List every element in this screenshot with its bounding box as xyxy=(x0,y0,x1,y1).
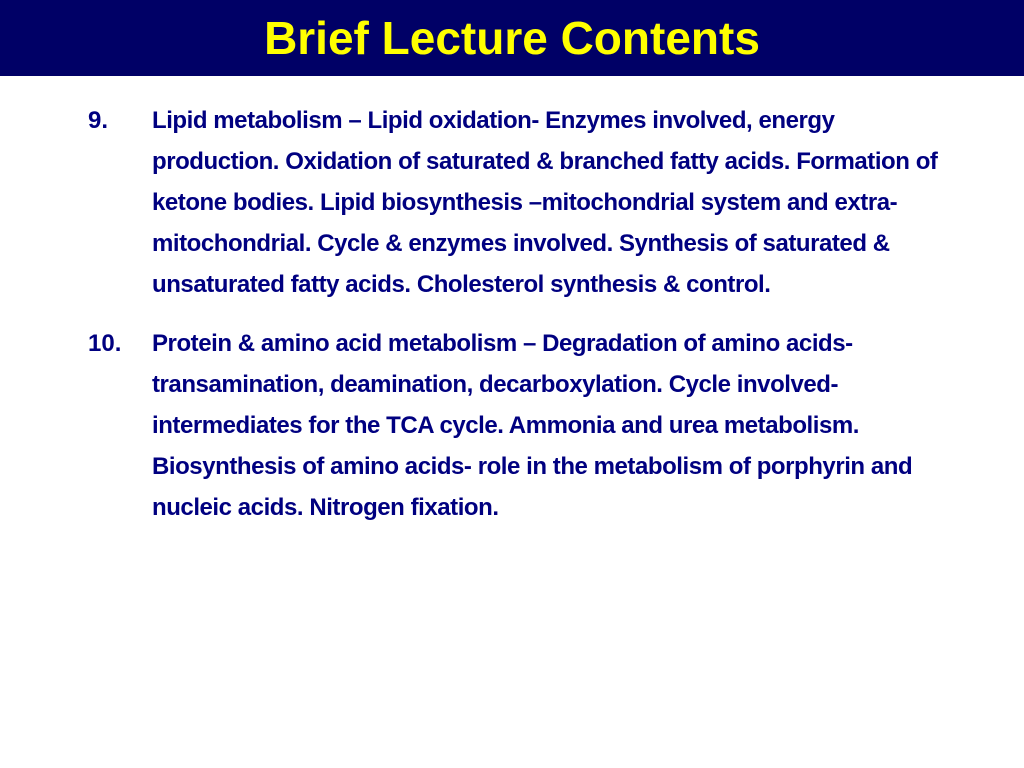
lecture-contents-list xyxy=(88,100,958,546)
list-item xyxy=(88,323,958,528)
list-item xyxy=(88,100,958,305)
list-item-number: 9. xyxy=(88,107,109,134)
slide-title: Brief Lecture Contents xyxy=(264,12,760,64)
title-bar xyxy=(0,0,1024,76)
list-item-text: Lipid metabolism – Lipid oxidation- Enzymes involved, energy production. Oxidation of saturated & branched fatty acids. Formation of ketone bodies. Lipid biosynthesis –mitochondrial system and extra-mitochondrial. Cycle & enzymes involved. Synthesis of saturated & unsaturated fatty acids. Cholesterol synthesis & control. xyxy=(152,107,938,298)
list-item-number: 10. xyxy=(88,330,122,357)
list-item-text: Protein & amino acid metabolism – Degradation of amino acids- transamination, deamination, decarboxylation. Cycle involved- intermediates for the TCA cycle. Ammonia and urea metabolism. Biosynthesis of amino acids- role in the metabolism of porphyrin and nucleic acids. Nitrogen fixation. xyxy=(152,330,913,521)
